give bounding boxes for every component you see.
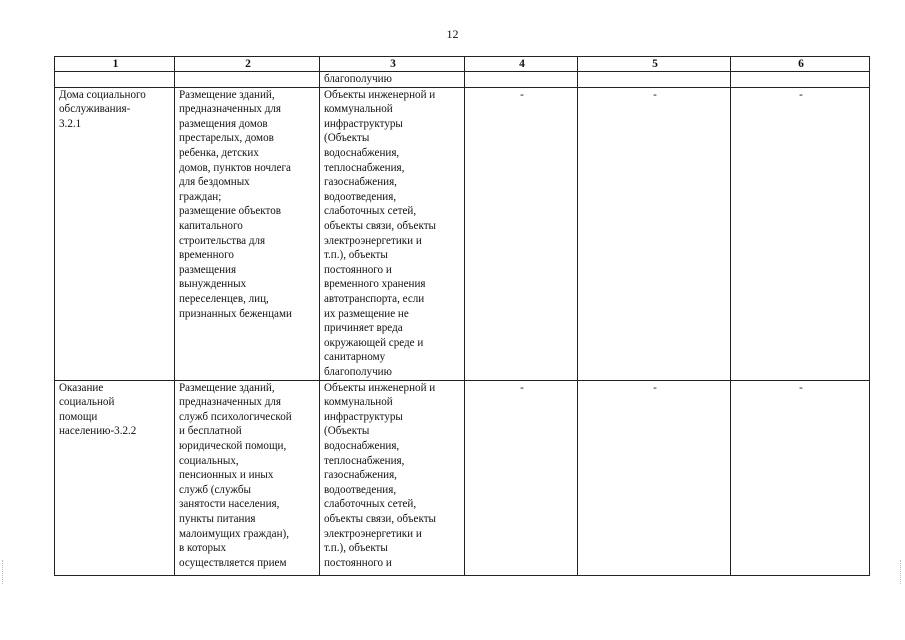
table-row-3-2-1 — [55, 87, 870, 380]
row-name-cell — [55, 72, 175, 88]
row-name-cell — [55, 87, 175, 380]
row-col4-cell: - — [465, 380, 578, 575]
row-description-cell — [175, 72, 320, 88]
row-description-cell — [175, 87, 320, 380]
table-row-continuation — [55, 72, 870, 88]
row-allowed-objects-cell — [320, 87, 465, 380]
column-header-3: 3 — [320, 57, 465, 72]
row-col5-cell: - — [578, 380, 731, 575]
row-col6-cell: - — [731, 87, 870, 380]
row-allowed-objects-text: Объекты инженерной и коммунальной инфраструктуры (Объекты водоснабжения, теплоснабжения, газоснабжения, водоотведения, слаботочных сетей, объекты связи, объекты электроэнергетики и т.п.), объекты постоянного и временного хранения автотранспорта, если их размещение не причиняет вреда окружающей среде и санитарному благополучию — [324, 88, 436, 378]
row-col5-cell: - — [578, 87, 731, 380]
header-row — [55, 57, 870, 72]
row-col6-cell — [731, 72, 870, 88]
row-name-cell — [55, 380, 175, 575]
row-allowed-objects-cell — [320, 380, 465, 575]
row-allowed-objects-text: Объекты инженерной и коммунальной инфраструктуры (Объекты водоснабжения, теплоснабжения, газоснабжения, водоотведения, слаботочных сетей, объекты связи, объекты электроэнергетики и т.п.), объекты постоянного и — [324, 381, 436, 569]
row-name-text: Оказание социальной помощи населению-3.2.2 — [59, 381, 137, 438]
row-allowed-objects-text: благополучию — [324, 73, 392, 85]
row-description-cell — [175, 380, 320, 575]
row-col4-cell — [465, 72, 578, 88]
column-header-4: 4 — [465, 57, 578, 72]
table-row-3-2-2 — [55, 380, 870, 575]
row-col5-cell — [578, 72, 731, 88]
column-header-5: 5 — [578, 57, 731, 72]
row-col4-cell: - — [465, 87, 578, 380]
page-number: 12 — [446, 27, 459, 41]
row-description-text: Размещение зданий, предназначенных для служб психологической и бесплатной юридической помощи, социальных, пенсионных и иных служб (службы занятости населения, пункты питания малоимущих граждан), в которых осуществляется прием — [179, 381, 292, 569]
row-allowed-objects-cell — [320, 72, 465, 88]
left-scan-margin-mark — [2, 560, 5, 584]
row-description-text: Размещение зданий, предназначенных для размещения домов престарелых, домов ребенка, детских домов, пунктов ночлега для бездомных граждан; размещение объектов капитального строительства для временного размещения вынужденных переселенцев, лиц, признанных беженцами — [179, 88, 292, 320]
regulations-table — [54, 56, 870, 576]
column-header-6: 6 — [731, 57, 870, 72]
column-header-1: 1 — [55, 57, 175, 72]
row-col6-cell: - — [731, 380, 870, 575]
column-header-2: 2 — [175, 57, 320, 72]
row-name-text: Дома социального обслуживания- 3.2.1 — [59, 88, 146, 130]
right-scan-margin-mark — [900, 560, 903, 584]
